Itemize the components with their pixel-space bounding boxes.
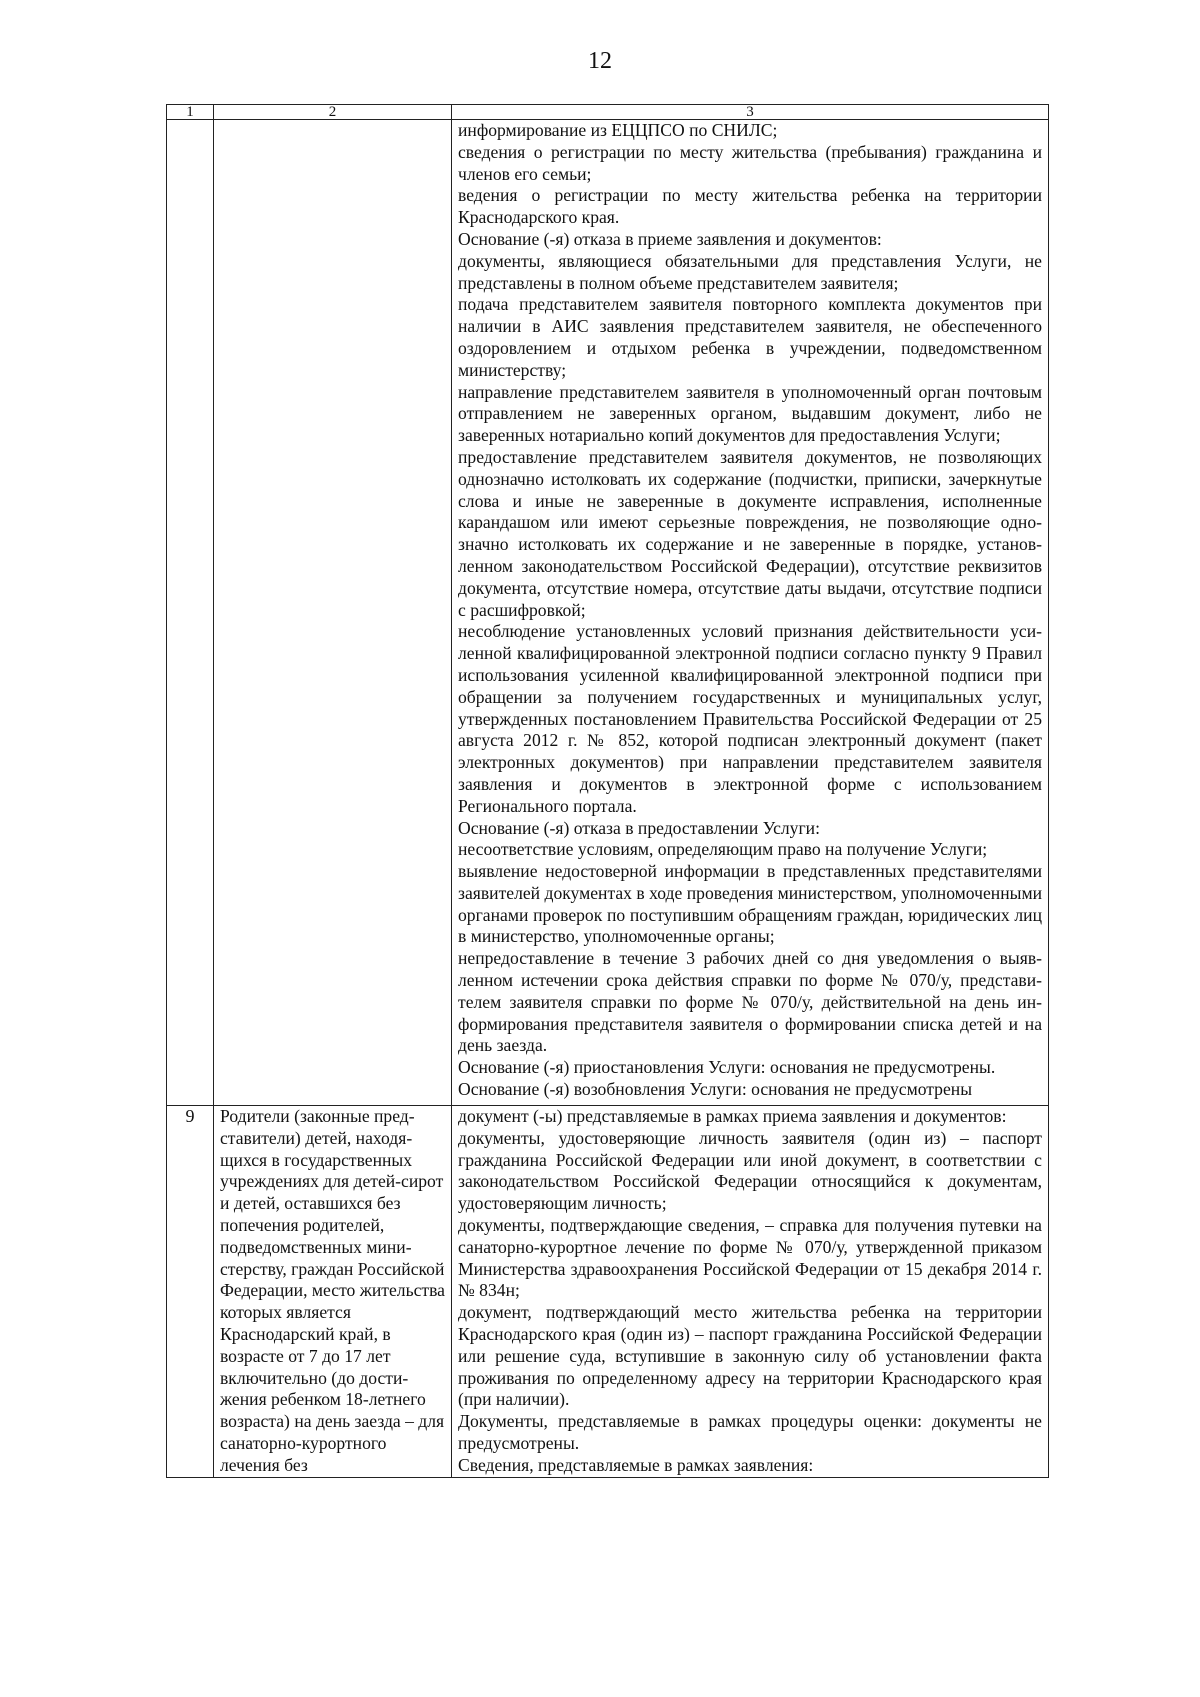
table-row-9 bbox=[167, 1106, 1049, 1478]
column-header-2: 2 bbox=[214, 105, 452, 120]
content-paragraph: несоответствие условиям, определяющим право на получение Услуги; bbox=[458, 839, 988, 860]
content-paragraph: Документы, представляемые в рамках процедуры оценки: документы не предусмотрены. bbox=[458, 1411, 1042, 1453]
column-header-1: 1 bbox=[167, 105, 214, 120]
content-paragraph: предоставление представителем заявителя документов, не позволяющих однозначно истолковать их содержание (подчистки, приписки, зачеркнутые слова и иные не заверенные в документе исправления, исполненные карандашом или имеют серьезные повреждения, не позволяющие однозначно истолковать их содержание и не заверенные в порядке, установленном законодательством Российской Федерации), отсутствие реквизитов документа, отсутствие номера, отсутствие даты выдачи, отсутствие подписи с расшифровкой; bbox=[458, 446, 1042, 620]
content-paragraph: информирование из ЕЦЦПСО по СНИЛС; bbox=[458, 120, 778, 140]
content-paragraph: направление представителем заявителя в уполномоченный орган почтовым отправлением не заверенных органом, выдавшим документ, либо не заверенных нотариально копий документов для предоставления Услуги; bbox=[458, 381, 1042, 446]
content-paragraph: документы, удостоверяющие личность заявителя (один из) – паспорт гражданина Российской Федерации или иной документ, в соответствии с законодательством Российской Федерации относящийся к документам, удостоверяющим личность; bbox=[458, 1127, 1042, 1214]
content-paragraph: документы, являющиеся обязательными для представления Услуги, не представлены в полном объеме представителем заявителя; bbox=[458, 250, 1042, 293]
table-header-row bbox=[167, 105, 1049, 120]
content-paragraph: Сведения, представляемые в рамках заявления: bbox=[458, 1454, 814, 1475]
category-text: Родители (законные представители) детей, находящихся в государственных учреждениях для детей-сирот и детей, оставшихся без попечения родителей, подведомственных министерству, граждан Российской Федерации, место жительства которых является Краснодарский край, в возрасте от 7 до 17 лет включительно (до достижения ребенком 18-летнего возраста) на день заезда – для санаторно-курортного лечения без bbox=[220, 1106, 445, 1475]
content-paragraph: несоблюдение установленных условий признания действительности усиленной квалифицированной электронной подписи согласно пункту 9 Правил использования усиленной квалифицированной электронной подписи при обращении за получением государственных и муниципальных услуг, утвержденных постановлением Правительства Российской Федерации от 25 августа 2012 г. № 852, которой подписан электронный документ (пакет электронных документов) при направлении представителем заявителя заявления и документов в электронной форме с использованием Регионального портала. bbox=[458, 621, 1042, 816]
content-paragraph: документ, подтверждающий место жительства ребенка на территории Краснодарского края (один из) – паспорт гражданина Российской Федерации или решение суда, вступившие в законную силу об установлении факта проживания по определенному адресу на территории Краснодарского края (при наличии). bbox=[458, 1302, 1042, 1410]
table-row-continued bbox=[167, 120, 1049, 1106]
category-cell bbox=[214, 120, 452, 1106]
content-paragraph: Основание (-я) приостановления Услуги: основания не предусмотрены. bbox=[458, 1057, 996, 1078]
content-paragraph: Основание (-я) отказа в предоставлении Услуги: bbox=[458, 817, 820, 838]
content-cell bbox=[452, 1106, 1049, 1478]
category-cell bbox=[214, 1106, 452, 1478]
page-number: 12 bbox=[588, 48, 612, 74]
row-number-cell: 9 bbox=[167, 1106, 214, 1478]
content-paragraph: выявление недостоверной информации в представленных представителями заявителей документах в ходе проведения министерством, уполномоченными органами проверок по поступившим обращениям граждан, юридических лиц в министерство, уполномоченные органы; bbox=[458, 861, 1042, 947]
content-paragraph: документ (-ы) представляемые в рамках приема заявления и документов: bbox=[458, 1106, 1007, 1126]
content-paragraph: сведения о регистрации по месту жительства (пребывания) гражданина и членов его семьи; bbox=[458, 141, 1042, 184]
content-paragraph: подача представителем заявителя повторного комплекта документов при наличии в АИС заявления представителем заявителя, не обеспеченного оздоровлением и отдыхом ребенка в учреждении, подведомственном министерству; bbox=[458, 294, 1042, 380]
document-table bbox=[166, 104, 1049, 1478]
column-header-3: 3 bbox=[452, 105, 1049, 120]
content-paragraph: Основание (-я) возобновления Услуги: основания не предусмотрены bbox=[458, 1079, 973, 1100]
row-number-cell bbox=[167, 120, 214, 1106]
content-cell bbox=[452, 120, 1049, 1106]
content-paragraph: Основание (-я) отказа в приеме заявления и документов: bbox=[458, 228, 882, 249]
content-paragraph: ведения о регистрации по месту жительства ребенка на территории Краснодарского края. bbox=[458, 185, 1042, 228]
content-paragraph: непредоставление в течение 3 рабочих дней со дня уведомления о выявленном истечении срока действия справки по форме № 070/у, представителем заявителя справки по форме № 070/у, действительной на день информирования представителя заявителя о формировании списка детей и на день заезда. bbox=[458, 948, 1042, 1056]
content-paragraph: документы, подтверждающие сведения, – справка для получения путевки на санаторно-курортное лечение по форме № 070/у, утвержденной приказом Министерства здравоохранения Российской Федерации от 15 декабря 2014 г. № 834н; bbox=[458, 1214, 1042, 1301]
